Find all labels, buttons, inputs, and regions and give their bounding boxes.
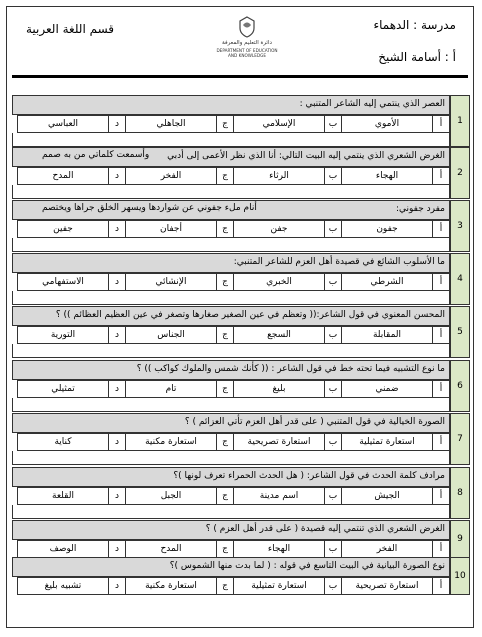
option-text[interactable]: استعارة مكنية [125,577,217,595]
answer-space [12,344,450,358]
option-text[interactable]: استعارة تمثيلية [341,433,433,451]
answer-options [12,115,450,133]
logo-arabic-text: دائرة التعليم والمعرفة [222,40,272,46]
question-prompt: الصورة الخيالية في قول المتنبي ( على قدر أهل العزم تأتي العزائم ) ؟ [184,417,445,427]
option-text[interactable]: الفخر [125,167,217,185]
answer-space [12,185,450,199]
option-letter: أ [432,433,450,451]
option-letter: ب [324,273,342,291]
answer-options [12,167,450,185]
answer-options [12,220,450,238]
option-letter: أ [432,220,450,238]
question-verse: وأسمعت كلماتي من به صمم [42,150,150,160]
option-letter: ب [324,220,342,238]
option-letter: ب [324,540,342,558]
option-text[interactable]: المدح [125,540,217,558]
option-letter: ب [324,487,342,505]
question-block [12,200,470,252]
option-letter: د [108,167,126,185]
question-prompt: الغرض الشعري الذي تنتمي إليه قصيدة ( على قدر أهل العزم ) ؟ [205,524,445,534]
option-letter: أ [432,577,450,595]
option-text[interactable]: الجيش [341,487,433,505]
option-text[interactable]: جفين [17,220,109,238]
question-block [12,95,470,147]
option-text[interactable]: جفون [341,220,433,238]
option-text[interactable]: الإنشائي [125,273,217,291]
option-text[interactable]: تشبيه بليغ [17,577,109,595]
option-letter: د [108,433,126,451]
question-prompt: المحسن المعنوي في قول الشاعر:(( وتعظم في عين الصغير صغارها وتصغر في عين العظيم العظائم )) ؟ [55,310,445,320]
option-text[interactable]: استعارة تصريحية [341,577,433,595]
option-letter: ب [324,577,342,595]
option-letter: ج [216,115,234,133]
option-letter: أ [432,487,450,505]
answer-options [12,540,450,558]
option-letter: ج [216,540,234,558]
answer-options [12,326,450,344]
option-letter: ج [216,167,234,185]
teacher-name: أ : أسامة الشيخ [378,50,456,64]
option-letter: ب [324,167,342,185]
option-text[interactable]: القلعة [17,487,109,505]
option-text[interactable]: تام [125,380,217,398]
answer-space [12,291,450,305]
option-text[interactable]: الخبري [233,273,325,291]
option-text[interactable]: الرثاء [233,167,325,185]
option-letter: د [108,115,126,133]
option-text[interactable]: العباسي [17,115,109,133]
option-text[interactable]: المقابلة [341,326,433,344]
option-letter: أ [432,326,450,344]
answer-options [12,487,450,505]
option-text[interactable]: الجناس [125,326,217,344]
question-number: 5 [450,306,470,358]
header [12,14,468,74]
option-text[interactable]: السجع [233,326,325,344]
question-prompt: ما الأسلوب الشائع في قصيدة أهل العزم للشاعر المتنبي: [233,257,445,267]
answer-options [12,273,450,291]
answer-space [12,238,450,252]
option-text[interactable]: الوصف [17,540,109,558]
option-text[interactable]: الشرطي [341,273,433,291]
question-text [12,557,450,577]
option-text[interactable]: استعارة تمثيلية [233,577,325,595]
option-text[interactable]: الاستفهامي [17,273,109,291]
option-letter: ج [216,380,234,398]
option-text[interactable]: الجبل [125,487,217,505]
option-text[interactable]: تمثيلي [17,380,109,398]
header-divider [12,75,468,78]
option-text[interactable]: الأموي [341,115,433,133]
question-number: 9 [450,520,470,558]
answer-options [12,380,450,398]
answer-space [12,505,450,519]
question-number: 1 [450,95,470,147]
option-letter: ب [324,380,342,398]
option-text[interactable]: الفخر [341,540,433,558]
question-text [12,360,450,380]
option-letter: ب [324,115,342,133]
question-number: 8 [450,467,470,519]
question-text [12,253,450,273]
option-letter: أ [432,273,450,291]
option-letter: ج [216,326,234,344]
answer-space [12,398,450,412]
question-block [12,413,470,465]
option-letter: ج [216,433,234,451]
question-prompt: الغرض الشعري الذي ينتمي إليه البيت التالي: أنا الذي نظر الأعمى إلى أدبي [167,151,445,161]
ministry-logo [212,16,282,70]
question-number: 6 [450,360,470,412]
question-block [12,306,470,358]
option-letter: د [108,220,126,238]
question-text [12,413,450,433]
option-text[interactable]: التورية [17,326,109,344]
option-letter: أ [432,167,450,185]
option-text[interactable]: الإسلامي [233,115,325,133]
option-text[interactable]: استعارة مكنية [125,433,217,451]
question-prompt: مفرد جفوني: [395,204,445,214]
question-number: 7 [450,413,470,465]
question-number: 4 [450,253,470,305]
option-letter: د [108,577,126,595]
department-name: قسم اللغة العربية [26,22,115,36]
option-letter: أ [432,380,450,398]
option-letter: د [108,326,126,344]
emblem-icon [238,16,256,38]
option-text[interactable]: ضمني [341,380,433,398]
option-letter: ج [216,577,234,595]
option-letter: ج [216,487,234,505]
option-letter: أ [432,115,450,133]
question-number: 2 [450,147,470,199]
option-letter: د [108,380,126,398]
option-text[interactable]: استعارة تصريحية [233,433,325,451]
question-number: 10 [450,557,470,595]
answer-options [12,433,450,451]
option-letter: د [108,273,126,291]
option-text[interactable]: اسم مدينة [233,487,325,505]
answer-space [12,451,450,465]
question-block [12,147,470,199]
answer-options [12,577,450,595]
question-block [12,557,470,595]
option-text[interactable]: جفن [233,220,325,238]
option-letter: د [108,487,126,505]
option-text[interactable]: كناية [17,433,109,451]
option-letter: ب [324,433,342,451]
option-text[interactable]: الهجاء [341,167,433,185]
question-block [12,360,470,412]
question-text [12,306,450,326]
option-text[interactable]: الجاهلي [125,115,217,133]
question-prompt: نوع الصورة البيانية في البيت التاسع في قوله : ( لما بدت منها الشموس )؟ [169,561,445,571]
question-prompt: العصر الذي ينتمي إليه الشاعر المتنبي : [299,99,445,109]
question-prompt: مرادف كلمة الحدث في قول الشاعر: ( هل الحدث الحمراء تعرف لونها )؟ [173,471,445,481]
logo-english-text: DEPARTMENT OF EDUCATION AND KNOWLEDGE [216,48,278,58]
question-block [12,520,470,558]
option-letter: ج [216,220,234,238]
answer-space [12,133,450,147]
question-text [12,467,450,487]
option-text[interactable]: بليغ [233,380,325,398]
question-block [12,467,470,519]
option-text[interactable]: المدح [17,167,109,185]
option-text[interactable]: الهجاء [233,540,325,558]
option-letter: ب [324,326,342,344]
option-letter: د [108,540,126,558]
question-text [12,95,450,115]
option-letter: أ [432,540,450,558]
question-prompt: ما نوع التشبيه فيما تحته خط في قول الشاعر : (( كأنك شمس والملوك كواكب )) ؟ [136,364,445,374]
question-verse: أنام ملء جفوني عن شواردها ويسهر الخلق جراها ويختصم [42,203,257,213]
question-number: 3 [450,200,470,252]
question-block [12,253,470,305]
school-name: مدرسة : الدهماء [373,18,456,32]
question-text [12,520,450,540]
option-text[interactable]: أجفان [125,220,217,238]
option-letter: ج [216,273,234,291]
